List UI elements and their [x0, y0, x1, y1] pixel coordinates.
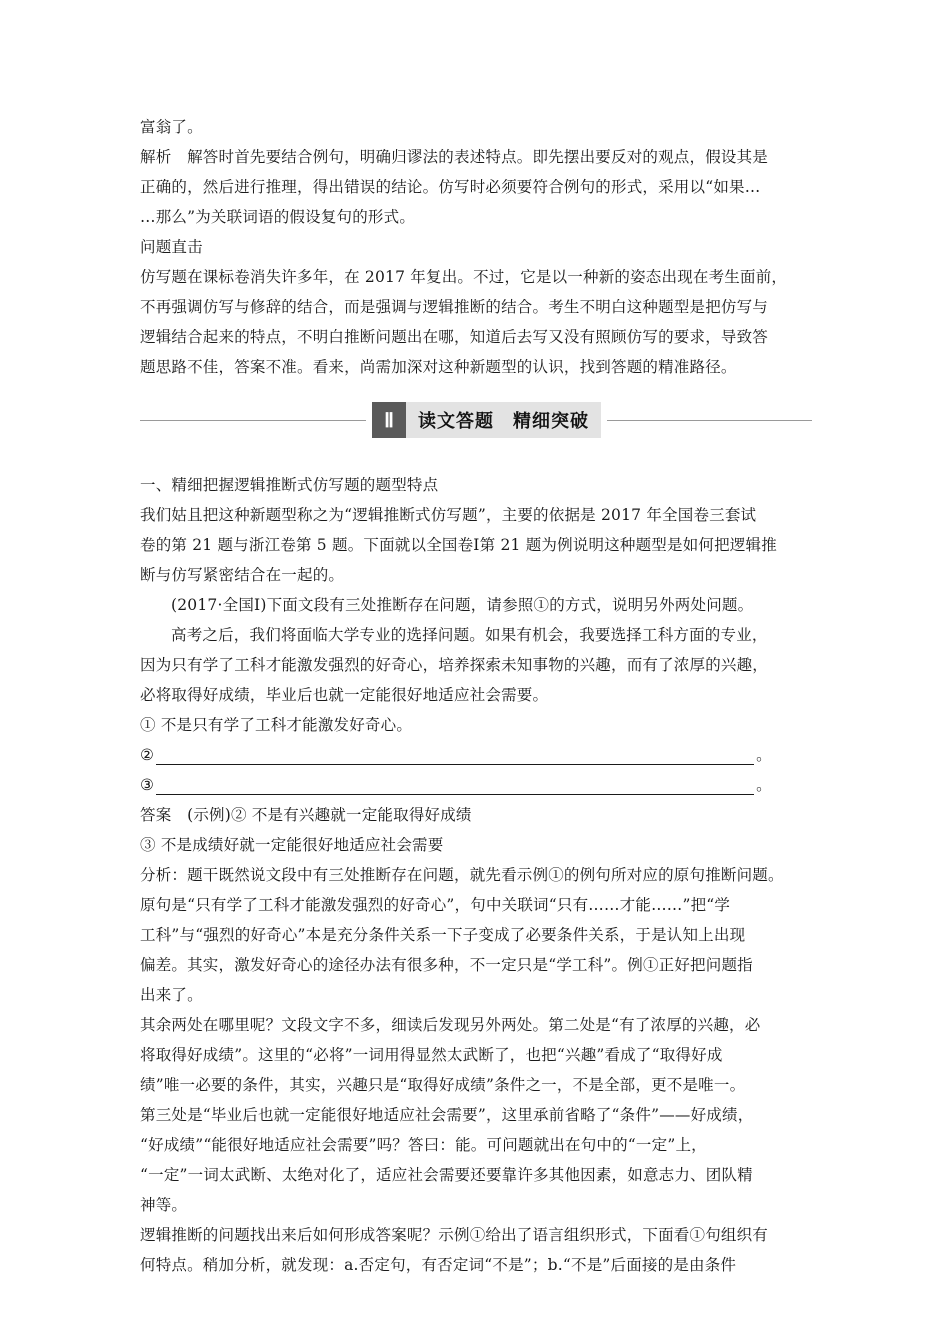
- text-line: 我们姑且把这种新题型称之为“逻辑推断式仿写题”，主要的依据是 2017 年全国卷三套试: [140, 506, 757, 524]
- text-line: 不再强调仿写与修辞的结合，而是强调与逻辑推断的结合。考生不明白这种题型是把仿写与: [140, 298, 769, 316]
- analysis-line: 何特点。稍加分析，就发现：a.否定句，有否定词“不是”；b.“不是”后面接的是由条件: [140, 1256, 737, 1274]
- analysis-line: 神等。: [140, 1196, 188, 1214]
- analysis-block: [140, 860, 812, 1280]
- analysis-line: “一定”一词太武断、太绝对化了，适应社会需要还要靠许多其他因素，如意志力、团队精: [140, 1166, 753, 1184]
- passage-line: 因为只有学了工科才能激发强烈的好奇心，培养探索未知事物的兴趣，而有了浓厚的兴趣，: [140, 656, 769, 674]
- section-intro: [140, 470, 812, 590]
- analysis-line: 偏差。其实，激发好奇心的途径办法有很多种，不一定只是“学工科”。例①正好把问题指: [140, 956, 753, 974]
- answer-blank-2: [140, 740, 812, 770]
- text-line: 解析 解答时首先要结合例句，明确归谬法的表述特点。即先摆出要反对的观点，假设其是: [140, 148, 769, 166]
- analysis-line: 第三处是“毕业后也就一定能很好地适应社会需要”，这里承前省略了“条件”——好成绩，: [140, 1106, 754, 1124]
- fill-in-underline[interactable]: [156, 746, 754, 765]
- document-page: [140, 112, 812, 1280]
- question-block: [140, 590, 812, 800]
- text-line: 仿写题在课标卷消失许多年，在 2017 年复出。不过，它是以一种新的姿态出现在考生面前，: [140, 268, 788, 286]
- analysis-line: 将取得好成绩”。这里的“必将”一词用得显然太武断了，也把“兴趣”看成了“取得好成: [140, 1046, 723, 1064]
- answer-line: ③ 不是成绩好就一定能很好地适应社会需要: [140, 836, 444, 854]
- analysis-line: 分析：题干既然说文段中有三处推断存在问题，就先看示例①的例句所对应的原句推断问题。: [140, 866, 784, 884]
- subsection-heading: 一、精细把握逻辑推断式仿写题的题型特点: [140, 476, 439, 494]
- example-answer-1: ① 不是只有学了工科才能激发好奇心。: [140, 716, 413, 734]
- analysis-line: 出来了。: [140, 986, 203, 1004]
- blank-label: ③: [140, 776, 155, 794]
- text-line: …那么”为关联词语的假设复句的形式。: [140, 208, 416, 226]
- analysis-line: 工科”与“强烈的好奇心”本是充分条件关系一下子变成了必要条件关系，于是认知上出现: [140, 926, 746, 944]
- heading-problem-direct: 问题直击: [140, 238, 203, 256]
- answer-block: [140, 800, 812, 860]
- text-line: 断与仿写紧密结合在一起的。: [140, 566, 345, 584]
- answer-line: 答案 (示例)② 不是有兴趣就一定能取得好成绩: [140, 806, 472, 824]
- section-number: Ⅱ: [372, 402, 406, 438]
- banner-box: [366, 402, 607, 438]
- fill-in-underline[interactable]: [156, 776, 754, 795]
- analysis-line: 绩”唯一必要的条件，其实，兴趣只是“取得好成绩”条件之一，不是全部，更不是唯一。: [140, 1076, 746, 1094]
- text-line: 逻辑结合起来的特点，不明白推断问题出在哪，知道后去写又没有照顾仿写的要求，导致答: [140, 328, 769, 346]
- text-line: 卷的第 21 题与浙江卷第 5 题。下面就以全国卷Ⅰ第 21 题为例说明这种题型是如何把逻辑推: [140, 536, 777, 554]
- answer-blank-3: [140, 770, 812, 800]
- analysis-line: 逻辑推断的问题找出来后如何形成答案呢？示例①给出了语言组织形式，下面看①句组织有: [140, 1226, 769, 1244]
- section-title: 读文答题 精细突破: [406, 402, 601, 438]
- previous-answer-block: [140, 112, 812, 382]
- blank-label: ②: [140, 746, 155, 764]
- blank-end: 。: [756, 776, 772, 794]
- text-line: 富翁了。: [140, 118, 203, 136]
- analysis-line: “好成绩”“能很好地适应社会需要”吗？答曰：能。可问题就出在句中的“一定”上，: [140, 1136, 707, 1154]
- text-line: 正确的，然后进行推理，得出错误的结论。仿写时必须要符合例句的形式，采用以“如果…: [140, 178, 761, 196]
- passage-line: 必将取得好成绩，毕业后也就一定能很好地适应社会需要。: [140, 686, 549, 704]
- blank-end: 。: [756, 746, 772, 764]
- question-prompt: (2017·全国Ⅰ)下面文段有三处推断存在问题，请参照①的方式，说明另外两处问题。: [171, 596, 754, 614]
- analysis-line: 其余两处在哪里呢？文段文字不多，细读后发现另外两处。第二处是“有了浓厚的兴趣，必: [140, 1016, 761, 1034]
- text-line: 题思路不佳，答案不准。看来，尚需加深对这种新题型的认识，找到答题的精准路径。: [140, 358, 737, 376]
- passage-line: 高考之后，我们将面临大学专业的选择问题。如果有机会，我要选择工科方面的专业，: [171, 626, 768, 644]
- section-banner: [140, 402, 812, 440]
- analysis-line: 原句是“只有学了工科才能激发强烈的好奇心”，句中关联词“只有……才能……”把“学: [140, 896, 731, 914]
